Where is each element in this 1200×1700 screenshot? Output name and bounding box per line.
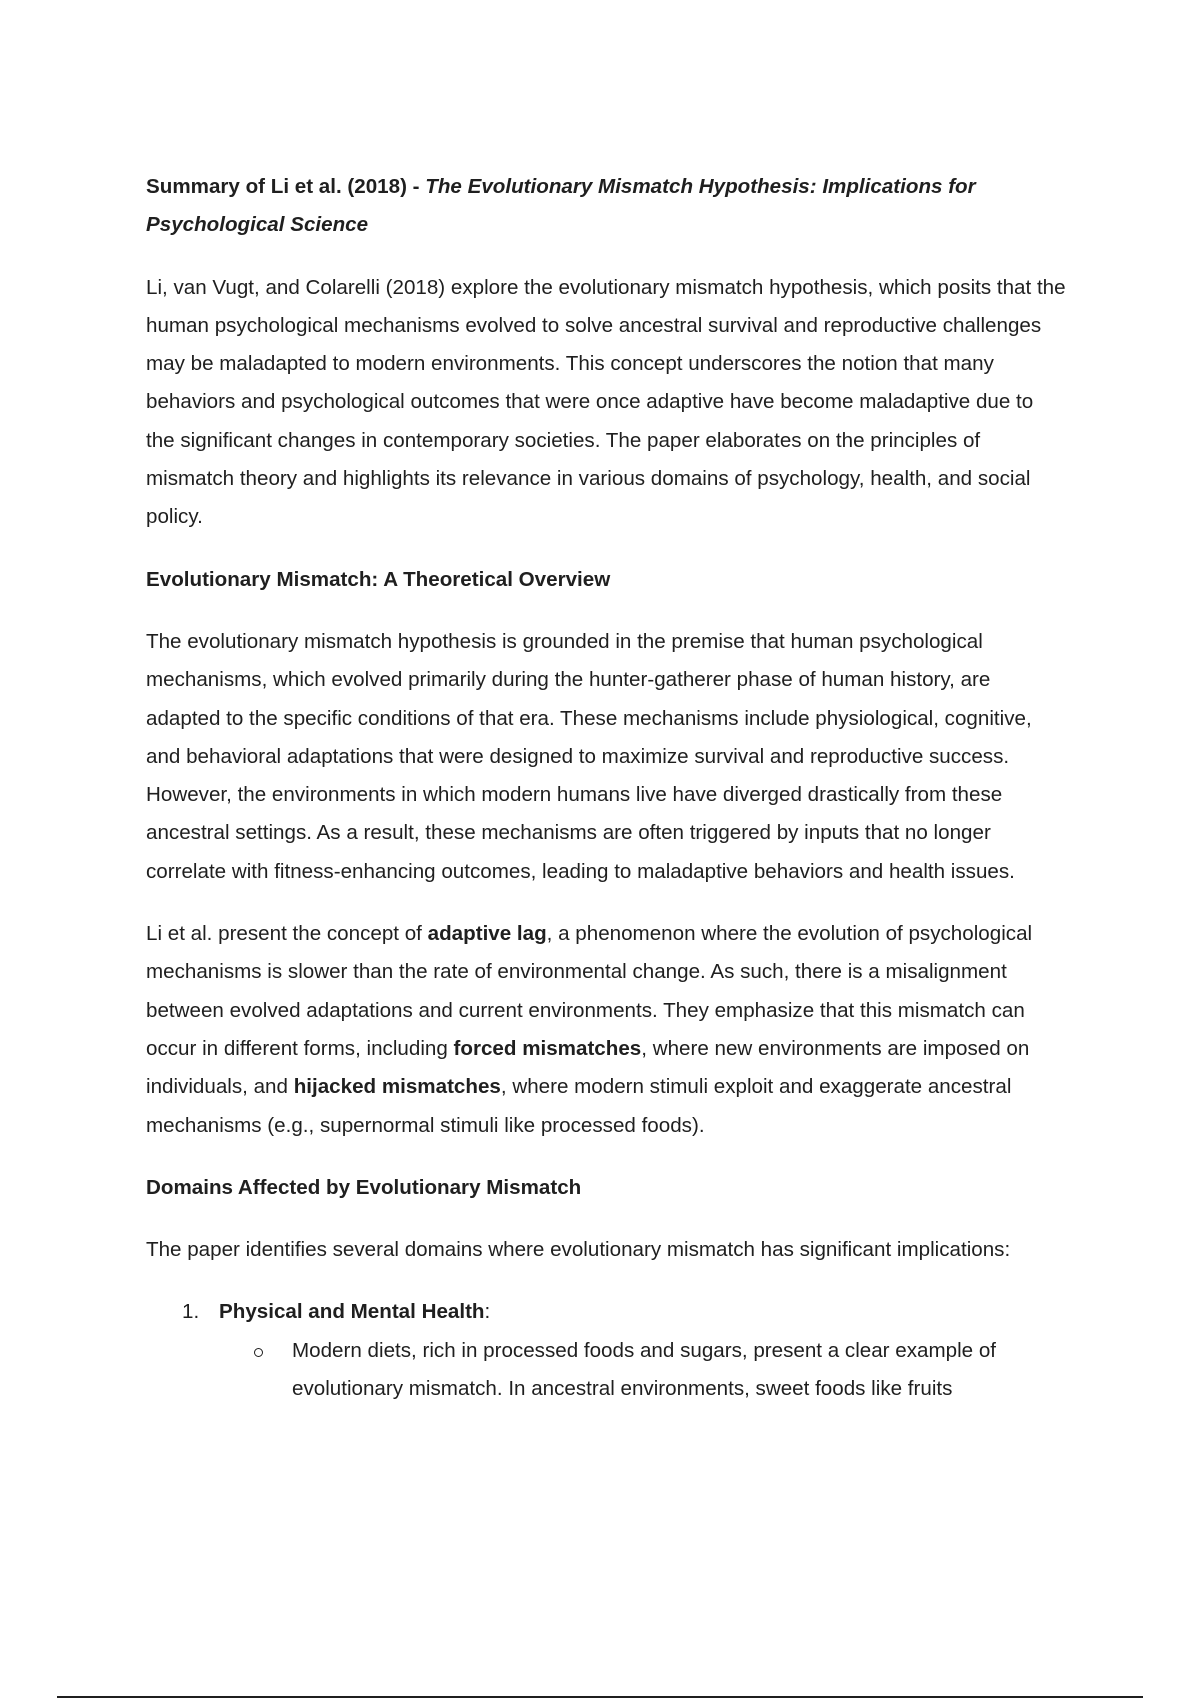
intro-paragraph: Li, van Vugt, and Colarelli (2018) explore the evolutionary mismatch hypothesis, which posits that the human psychological mechanisms evolved to solve ancestral survival and reproductive challenges may be maladapted to modern environments. This concept underscores the notion that many behaviors and psychological outcomes that were once adaptive have become maladaptive due to the significant changes in contemporary societies. The paper elaborates on the principles of mismatch theory and highlights its relevance in various domains of psychology, health, and social policy. — [146, 275, 1066, 529]
text-run: , where modern stimuli exploit and exaggerate ancestral mechanisms (e.g., supernormal stimuli like processed foods). — [146, 1075, 1012, 1137]
text-run: , where new environments are imposed on individuals, and — [146, 1036, 1030, 1099]
hollow-circle-bullet-icon — [254, 1348, 263, 1357]
list-item-label — [219, 1300, 490, 1323]
list-item-suffix: : — [484, 1300, 491, 1324]
term-hijacked-mismatches: hijacked mismatches — [293, 1075, 501, 1099]
domains-list — [146, 1293, 1066, 1408]
document-page — [146, 168, 1066, 1408]
list-item-label-bold: Physical and Mental Health — [219, 1300, 485, 1324]
list-item — [146, 1293, 1066, 1408]
section-heading-overview: Evolutionary Mismatch: A Theoretical Overview — [146, 567, 611, 591]
overview-paragraph-1: The evolutionary mismatch hypothesis is grounded in the premise that human psychological mechanisms, which evolved primarily during the hunter-gatherer phase of human history, are adapted to the specific conditions of that era. These mechanisms include physiological, cognitive, and behavioral adaptations that were designed to maximize survival and reproductive success. However, the environments in which modern humans live have diverged drastically from these ancestral settings. As a result, these mechanisms are often triggered by inputs that no longer correlate with fitness-enhancing outcomes, leading to maladaptive behaviors and health issues. — [146, 629, 1032, 883]
section-heading-domains: Domains Affected by Evolutionary Mismatch — [146, 1175, 582, 1199]
title-italic: The Evolutionary Mismatch Hypothesis: Implications for Psychological Science — [146, 175, 976, 237]
document-title — [146, 168, 1066, 245]
term-adaptive-lag: adaptive lag — [427, 922, 547, 946]
title-prefix: Summary of Li et al. (2018) - — [146, 175, 426, 198]
text-run: Li et al. present the concept of — [146, 922, 428, 946]
sub-list-item-text: Modern diets, rich in processed foods and sugars, present a clear example of evolutionary mismatch. In ancestral environments, sweet foods like fruits — [292, 1338, 996, 1401]
term-forced-mismatches: forced mismatches — [453, 1036, 642, 1060]
domains-intro-paragraph: The paper identifies several domains where evolutionary mismatch has significant implications: — [146, 1238, 1011, 1262]
list-number: 1. — [182, 1300, 200, 1324]
page-bottom-divider — [57, 1696, 1143, 1698]
sub-list-item — [219, 1332, 1066, 1409]
sub-list — [219, 1332, 1066, 1409]
text-run: , a phenomenon where the evolution of psychological mechanisms is slower than the rate of environmental change. As such, there is a misalignment between evolved adaptations and current environments. They emphasize that this mismatch can occur in different forms, including — [146, 922, 1033, 1060]
overview-paragraph-2 — [146, 915, 1066, 1145]
